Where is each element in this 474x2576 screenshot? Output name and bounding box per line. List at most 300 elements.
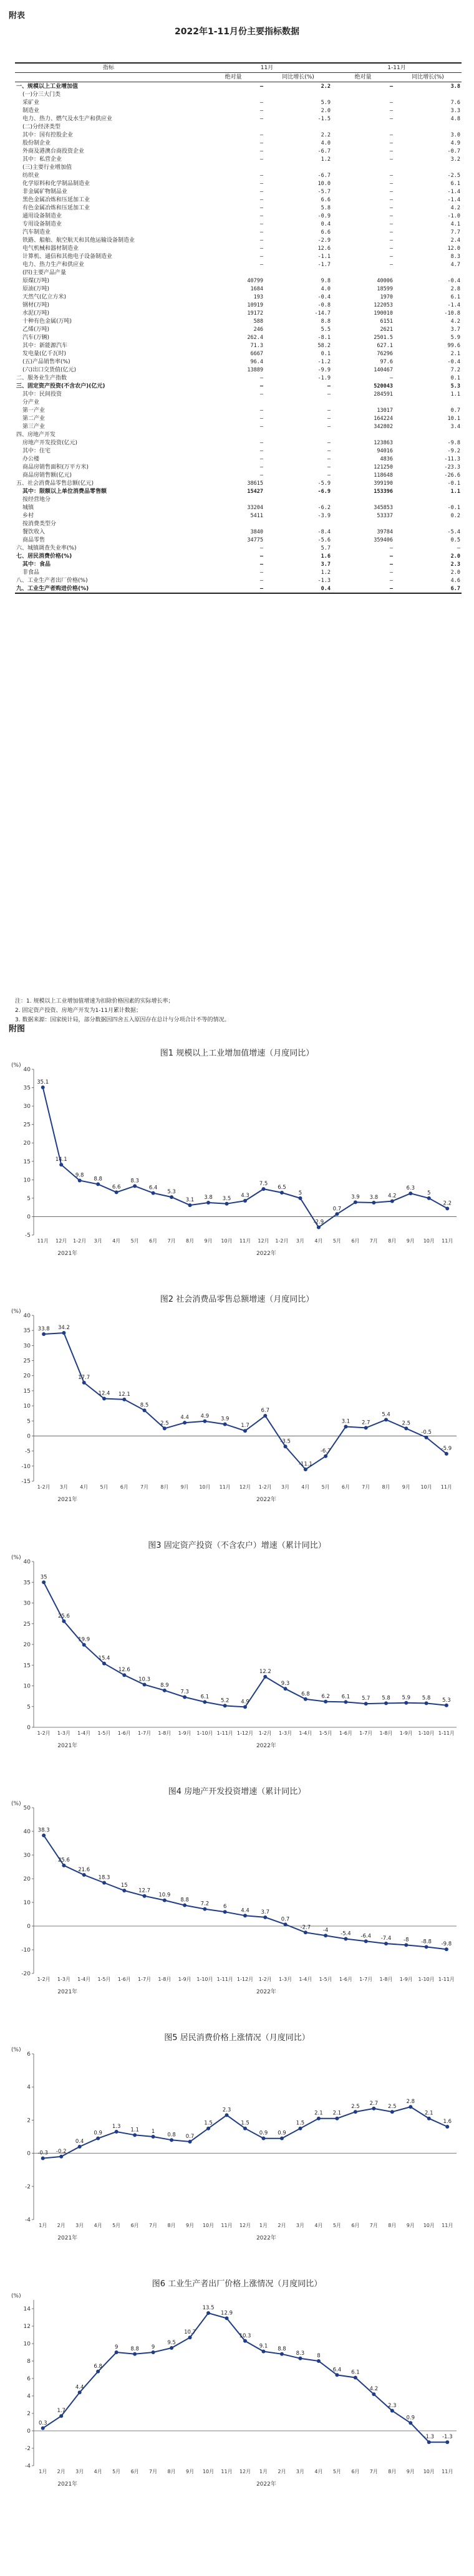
value-cell: -1.7 — [317, 261, 331, 268]
y-tick-label: 0 — [27, 2150, 31, 2157]
x-tick-label: 2月 — [278, 2223, 286, 2228]
data-point — [225, 1202, 229, 1206]
value-cell — [264, 431, 332, 439]
data-point — [409, 2421, 412, 2425]
value-cell: 1.1 — [450, 488, 461, 495]
x-tick-label: 10月 — [221, 1238, 233, 1244]
value-cell: 0.1 — [450, 374, 461, 381]
value-cell: — — [259, 569, 263, 576]
data-label: 35.1 — [37, 1079, 49, 1085]
table-row — [15, 123, 462, 131]
y-tick-label: 30 — [23, 1104, 31, 1110]
year-label: 2021年 — [57, 2481, 78, 2488]
indicator-name-cell: 三、固定资产投资(不含农户)(亿元) — [16, 383, 105, 389]
data-label: 8.8 — [94, 1176, 102, 1183]
value-cell: -9.9 — [317, 366, 331, 373]
value-cell: 164224 — [374, 415, 394, 422]
data-label: -5.9 — [441, 1445, 452, 1452]
x-tick-label: 1-2月 — [37, 1730, 51, 1736]
data-point — [404, 1701, 408, 1705]
value-cell — [394, 495, 462, 503]
data-point — [384, 1942, 388, 1945]
x-tick-label: 2月 — [278, 2469, 286, 2474]
data-point — [143, 1683, 147, 1687]
table-row — [15, 487, 462, 495]
data-point — [354, 2376, 357, 2380]
indicator-name-cell: 外商及港澳台商投资企业 — [22, 148, 85, 155]
x-tick-label: 7月 — [149, 2223, 158, 2228]
x-tick-label: 12月 — [239, 1484, 251, 1490]
x-tick-label: 8月 — [186, 1238, 195, 1244]
table-row — [15, 374, 462, 382]
x-tick-label: 1-2月 — [37, 1484, 51, 1490]
value-cell — [202, 90, 264, 98]
data-label: 5.2 — [220, 1697, 230, 1704]
y-tick-label: -4 — [25, 2217, 31, 2223]
data-point — [122, 1889, 126, 1892]
x-tick-label: 1-6月 — [117, 1977, 131, 1982]
data-label: -7.4 — [380, 1935, 392, 1942]
table-row — [15, 309, 462, 317]
value-cell: -1.2 — [317, 358, 331, 365]
data-label: 12.6 — [118, 1667, 130, 1674]
indicator-name-cell: 商品房销售面积(万平方米) — [22, 464, 89, 470]
table-header-row — [15, 63, 462, 73]
x-tick-label: 1-4月 — [299, 1730, 312, 1736]
indicator-name-cell: 其中：新能源汽车 — [22, 342, 68, 349]
data-label: 3.1 — [341, 1418, 351, 1425]
value-cell: 4.2 — [450, 204, 461, 211]
table-row — [15, 512, 462, 520]
value-cell: — — [259, 212, 263, 219]
table-row — [15, 204, 462, 212]
data-point — [425, 1945, 428, 1949]
data-point — [263, 1915, 267, 1919]
x-tick-label: 6月 — [351, 1238, 360, 1244]
indicator-name-cell: 其中：限额以上单位消费品零售额 — [22, 488, 107, 495]
value-cell: — — [457, 545, 461, 551]
indicator-name-cell: 其中：住宅 — [22, 447, 51, 454]
value-cell — [202, 123, 264, 131]
line-chart-svg — [9, 1553, 465, 1758]
table-row — [15, 447, 462, 455]
value-cell: — — [389, 577, 394, 584]
x-tick-label: 3月 — [281, 1484, 290, 1490]
data-point — [143, 1408, 147, 1412]
value-cell: 122053 — [374, 302, 394, 308]
x-tick-label: 5月 — [332, 2469, 341, 2474]
data-label: 13.5 — [202, 2305, 215, 2311]
indicator-name-cell: 四、房地产开发 — [16, 431, 56, 438]
value-cell: 3.8 — [450, 83, 461, 90]
data-label: 34.2 — [57, 1325, 70, 1332]
indicator-name-cell: 城镇 — [22, 504, 34, 511]
value-cell: — — [389, 553, 394, 560]
table-row — [15, 390, 462, 398]
data-label: 6.5 — [278, 1185, 286, 1191]
data-label: 2.5 — [160, 1420, 169, 1427]
table-row — [15, 155, 462, 163]
value-cell: — — [389, 253, 394, 260]
data-label: -9.8 — [441, 1941, 452, 1948]
x-tick-label: 3月 — [296, 1238, 304, 1244]
data-point — [425, 1701, 428, 1705]
indicator-name-cell: 第二产业 — [22, 415, 46, 422]
x-tick-label: 1-9月 — [178, 1977, 191, 1982]
value-cell: — — [389, 196, 394, 203]
value-cell: 13889 — [247, 366, 263, 373]
indicator-name-cell: 非金属矿物制品业 — [22, 188, 68, 195]
value-cell: 99.6 — [447, 342, 461, 349]
y-tick-label: 40 — [23, 1829, 31, 1835]
x-tick-label: 5月 — [130, 1238, 139, 1244]
y-tick-label: -5 — [25, 1233, 31, 1239]
data-point — [344, 1700, 347, 1704]
value-cell: 18599 — [377, 285, 394, 292]
value-cell — [202, 163, 264, 171]
table-row — [15, 479, 462, 487]
table-row — [15, 107, 462, 115]
y-tick-label: 10 — [23, 1900, 31, 1906]
value-cell: — — [327, 415, 331, 422]
value-cell: 4.6 — [450, 577, 461, 584]
x-tick-label: 1-3月 — [57, 1730, 70, 1736]
value-cell: — — [259, 407, 263, 414]
x-tick-label: 1-8月 — [158, 1977, 172, 1982]
value-cell: 5.3 — [450, 383, 461, 389]
value-cell: — — [389, 229, 394, 236]
data-point — [445, 1206, 449, 1210]
table-row — [15, 277, 462, 285]
table-row — [15, 147, 462, 155]
header-month: 11月 — [202, 63, 332, 73]
data-point — [409, 2105, 412, 2109]
value-cell — [394, 123, 462, 131]
data-point — [223, 1910, 227, 1914]
value-cell — [332, 495, 394, 503]
table-row — [15, 503, 462, 512]
indicator-name-cell: 七、居民消费价格(%) — [16, 553, 72, 560]
value-cell: -6.2 — [317, 504, 331, 511]
value-cell: — — [259, 439, 263, 446]
data-point — [223, 1423, 227, 1426]
data-point — [62, 1331, 65, 1335]
x-tick-label: 1-7月 — [359, 1977, 373, 1982]
indicator-name-cell: 八、工业生产者出厂价格(%) — [16, 577, 88, 584]
indicator-name-cell: 电力、热力生产和供应业 — [22, 261, 85, 268]
value-cell — [394, 269, 462, 277]
y-tick-label: -10 — [21, 1947, 31, 1953]
value-cell: 3.3 — [450, 107, 461, 114]
value-cell: 0.1 — [321, 350, 331, 357]
value-cell: 8.3 — [450, 253, 461, 260]
value-cell: — — [259, 188, 263, 195]
y-unit-label: (%) — [11, 2293, 21, 2299]
value-cell: 1.1 — [450, 391, 461, 398]
table-row — [15, 90, 462, 98]
data-point — [335, 2373, 339, 2377]
x-tick-label: 11月 — [442, 1238, 453, 1244]
y-tick-label: 50 — [23, 1805, 31, 1811]
data-point — [183, 1904, 186, 1907]
y-tick-label: 10 — [23, 1177, 31, 1184]
year-label: 2021年 — [57, 1743, 78, 1749]
value-cell — [394, 520, 462, 528]
x-tick-label: 10月 — [423, 2469, 435, 2474]
x-tick-label: 1-8月 — [158, 1730, 172, 1736]
data-point — [188, 2140, 192, 2144]
value-cell: 5.5 — [321, 326, 331, 333]
value-cell: 399190 — [374, 480, 394, 487]
x-tick-label: 5月 — [112, 2223, 121, 2228]
indicator-name-cell: 非食品 — [22, 569, 40, 576]
y-tick-label: 40 — [23, 1313, 31, 1319]
data-point — [284, 1922, 288, 1926]
data-point — [42, 1580, 46, 1584]
y-tick-label: -10 — [21, 1463, 31, 1470]
y-tick-label: 10 — [23, 2341, 31, 2347]
x-tick-label: 1-4月 — [77, 1730, 91, 1736]
indicator-name-cell: 有色金属冶炼和压延加工业 — [22, 204, 90, 211]
value-cell: 0.2 — [450, 512, 461, 519]
value-cell: 12.0 — [447, 245, 461, 252]
indicator-name-cell: 五、社会消费品零售总额(亿元) — [16, 480, 94, 487]
value-cell: — — [327, 439, 331, 446]
data-point — [223, 1704, 227, 1707]
y-tick-label: 25 — [23, 1358, 31, 1365]
data-point — [41, 2157, 45, 2160]
x-tick-label: 1-2月 — [37, 1977, 51, 1982]
data-point — [78, 2145, 82, 2149]
data-label: 4.2 — [369, 2386, 379, 2393]
x-tick-label: 9月 — [406, 2223, 415, 2228]
x-tick-label: 10月 — [202, 2223, 215, 2228]
data-label: 0.4 — [75, 2138, 84, 2145]
indicator-name-cell: 电力、热力、燃气及水生产和供应业 — [22, 115, 113, 122]
indicator-name-cell: 九、工业生产者购进价格(%) — [16, 585, 89, 592]
data-label: 33.8 — [37, 1325, 50, 1332]
value-cell: 40006 — [377, 277, 394, 284]
data-point — [335, 1212, 339, 1216]
data-label: -0.5 — [421, 1429, 432, 1436]
x-tick-label: 6月 — [149, 1238, 158, 1244]
data-label: 8.3 — [296, 2350, 305, 2357]
y-tick-label: 6 — [27, 2051, 31, 2058]
data-label: 12.4 — [98, 1390, 110, 1397]
table-row — [15, 220, 462, 228]
value-cell: — — [259, 196, 263, 203]
data-label: 1.5 — [296, 2120, 305, 2127]
indicator-name-cell: 其中：私营企业 — [22, 156, 62, 163]
data-label: 0.9 — [278, 2130, 286, 2137]
value-cell: — — [389, 99, 394, 106]
data-point — [225, 2113, 229, 2117]
data-point — [261, 1187, 265, 1191]
table-body — [15, 82, 462, 594]
data-point — [243, 1429, 247, 1433]
data-label: 4.2 — [388, 1193, 397, 1200]
indicator-name-cell: (四)主要产品产量 — [22, 269, 67, 276]
value-cell: -2.9 — [317, 237, 331, 244]
data-point — [59, 2155, 63, 2159]
table-row — [15, 285, 462, 293]
x-tick-label: 3月 — [75, 2469, 84, 2474]
data-point — [163, 1426, 167, 1430]
data-label: 7.5 — [259, 1181, 268, 1188]
data-point — [225, 2316, 229, 2320]
value-cell: -10.8 — [444, 310, 461, 317]
data-label: 1.5 — [241, 2120, 249, 2127]
data-label: 3.8 — [204, 1194, 213, 1201]
data-point — [280, 2352, 284, 2356]
indicator-name-cell: (六)出口交货值(亿元) — [22, 366, 77, 373]
value-cell: — — [259, 447, 263, 454]
y-tick-label: 25 — [23, 1621, 31, 1628]
line-chart-svg — [9, 1061, 465, 1266]
indicator-name-cell: 一、规模以上工业增加值 — [16, 83, 79, 90]
year-label: 2021年 — [57, 1497, 78, 1503]
value-cell: — — [259, 237, 263, 244]
value-cell: 0.7 — [450, 407, 461, 414]
data-point — [102, 1881, 106, 1884]
data-label: 14.1 — [55, 1157, 67, 1163]
value-cell: 6.6 — [321, 229, 331, 236]
value-cell: — — [389, 131, 394, 138]
data-point — [284, 1444, 288, 1448]
y-tick-label: -2 — [25, 2446, 31, 2452]
data-point — [427, 2440, 431, 2444]
data-point — [41, 2426, 45, 2430]
data-label: 0.7 — [281, 1916, 290, 1923]
indicator-name-cell: 钢材(万吨) — [22, 302, 50, 308]
table-notes — [15, 997, 462, 1025]
data-label: 10.3 — [239, 2332, 251, 2339]
x-tick-label: 1-12月 — [236, 1977, 254, 1982]
x-tick-label: 6月 — [351, 2469, 360, 2474]
y-tick-label: 20 — [23, 1876, 31, 1882]
indicator-name-cell: 办公楼 — [22, 456, 40, 462]
y-unit-label: (%) — [11, 1555, 21, 1561]
indicator-name-cell: 原油(万吨) — [22, 285, 50, 292]
data-label: 8.8 — [180, 1897, 189, 1904]
value-cell: 123863 — [374, 439, 394, 446]
data-point — [133, 2352, 137, 2356]
value-cell: -0.1 — [447, 480, 461, 487]
x-tick-label: 1-3月 — [279, 1730, 293, 1736]
value-cell: — — [259, 204, 263, 211]
data-label: 1 — [151, 2129, 155, 2135]
data-point — [298, 1196, 302, 1200]
data-point — [335, 2117, 339, 2120]
x-tick-label: 3月 — [296, 2223, 304, 2228]
data-label: 21.6 — [78, 1866, 90, 1873]
value-cell: 19172 — [247, 310, 263, 317]
x-tick-label: 10月 — [423, 2223, 435, 2228]
value-cell: 2.8 — [450, 285, 461, 292]
x-tick-label: 1月 — [259, 2223, 268, 2228]
subheader-growth-month: 同比增长(%) — [264, 73, 332, 82]
data-point — [425, 1436, 428, 1439]
table-row — [15, 139, 462, 147]
value-cell: 6.1 — [450, 180, 461, 187]
table-row — [15, 576, 462, 584]
value-cell: 3.7 — [321, 561, 331, 568]
value-cell: -1.3 — [317, 577, 331, 584]
chart-title: 图2 社会消费品零售总额增速（月度同比） — [160, 1295, 314, 1304]
x-tick-label: 1-10月 — [196, 1730, 213, 1736]
value-cell: -6.7 — [317, 148, 331, 155]
data-point — [354, 1200, 357, 1204]
table-row — [15, 260, 462, 269]
y-tick-label: 5 — [27, 1195, 31, 1202]
y-tick-label: 0 — [27, 1725, 31, 1731]
value-cell: 4.8 — [450, 115, 461, 122]
data-point — [263, 1414, 267, 1418]
value-cell: 53337 — [377, 512, 394, 519]
value-cell — [332, 163, 394, 171]
indicator-name-cell: 第一产业 — [22, 407, 46, 414]
table-row — [15, 179, 462, 188]
data-label: 2.1 — [332, 2110, 342, 2117]
data-label: 2.8 — [406, 2099, 415, 2106]
x-tick-label: 1-10月 — [418, 1977, 435, 1982]
value-cell: 13017 — [377, 407, 394, 414]
value-cell: 2501.5 — [374, 334, 394, 341]
x-tick-label: 4月 — [94, 2223, 102, 2228]
value-cell: -8.4 — [317, 528, 331, 535]
value-cell: — — [389, 188, 394, 195]
indicator-name-cell: 按消费类型分 — [22, 520, 57, 527]
value-cell: 3.0 — [450, 131, 461, 138]
table-row — [15, 317, 462, 325]
table-row — [15, 163, 462, 171]
table-row — [15, 212, 462, 220]
table-row — [15, 82, 462, 91]
year-label: 2021年 — [57, 1251, 78, 1257]
data-label: 3.1 — [185, 1197, 195, 1204]
indicator-name-cell: 水泥(万吨) — [22, 310, 50, 317]
data-label: -3.5 — [280, 1438, 291, 1445]
data-label: 0.7 — [332, 1206, 342, 1213]
data-label: 10.3 — [138, 1676, 151, 1683]
subheader-blank — [15, 73, 202, 82]
x-tick-label: 1-4月 — [77, 1977, 91, 1982]
value-cell: 359406 — [374, 537, 394, 543]
table-row — [15, 544, 462, 552]
data-point — [203, 1700, 206, 1704]
data-label: 3.7 — [261, 1909, 270, 1915]
data-point — [317, 1226, 321, 1229]
value-cell: — — [259, 253, 263, 260]
value-cell: -5.9 — [317, 480, 331, 487]
x-tick-label: 1月 — [259, 2469, 268, 2474]
value-cell: 2621 — [380, 326, 394, 333]
data-point — [261, 2350, 265, 2354]
x-tick-label: 5月 — [332, 1238, 341, 1244]
value-cell: — — [389, 107, 394, 114]
x-tick-label: 8月 — [388, 2469, 397, 2474]
header-indicator: 指标 — [15, 63, 202, 73]
value-cell — [264, 495, 332, 503]
x-tick-label: 1-5月 — [97, 1730, 111, 1736]
value-cell: 4.7 — [450, 261, 461, 268]
header-cumulative: 1-11月 — [332, 63, 462, 73]
data-point — [203, 1419, 206, 1423]
data-point — [78, 2390, 82, 2394]
table-row — [15, 382, 462, 390]
y-tick-label: 12 — [23, 2324, 31, 2330]
data-label: 6.1 — [341, 1694, 351, 1701]
